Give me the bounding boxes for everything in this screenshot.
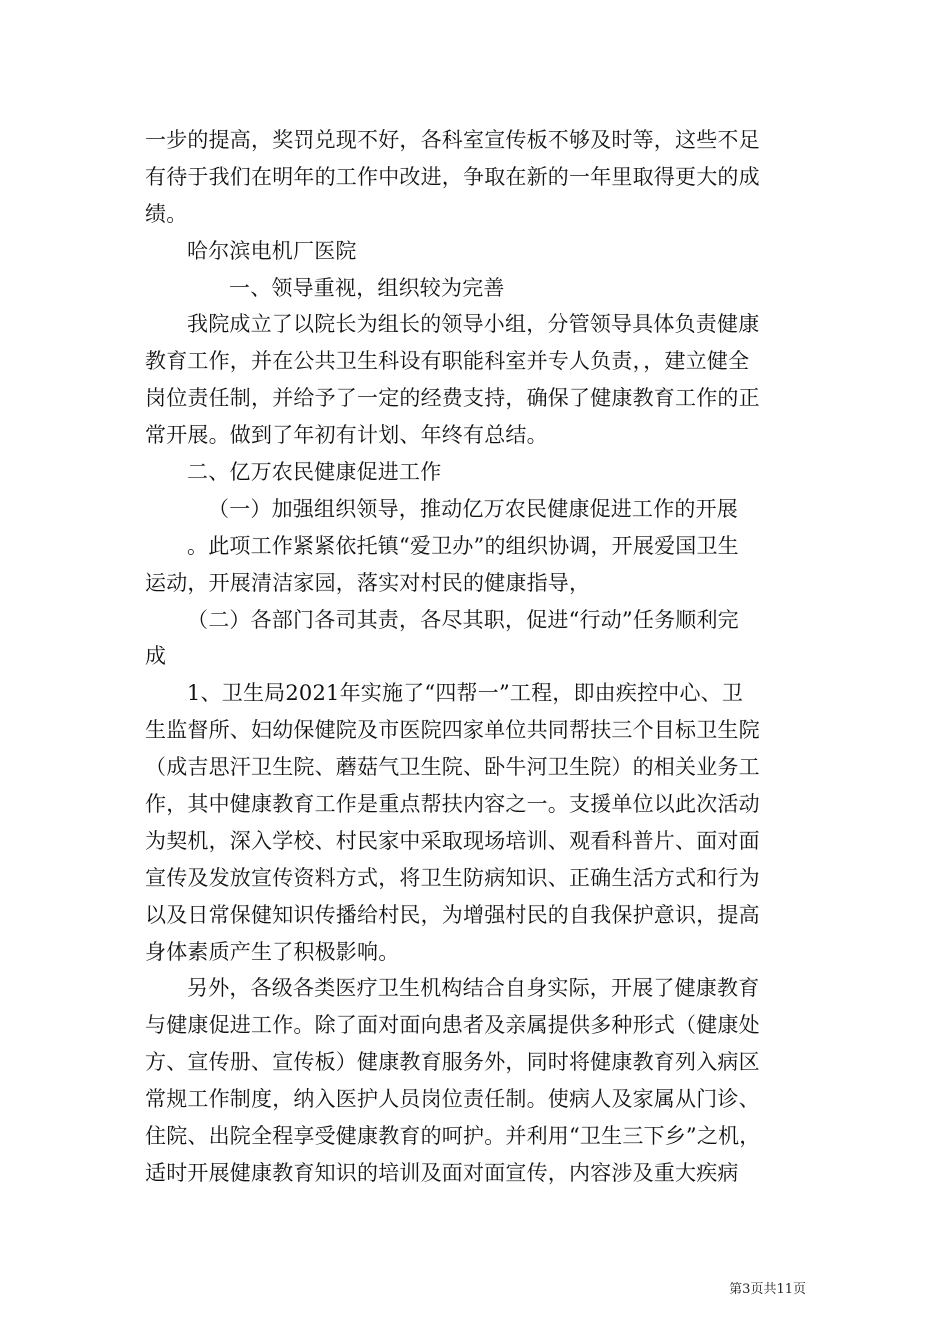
text-line: 有待于我们在明年的工作中改进，争取在新的一年里取得更大的成: [145, 164, 760, 189]
text-line: 以及日常保健知识传播给村民，为增强村民的自我保护意识，提高: [145, 902, 760, 927]
text-line: 住院、出院全程享受健康教育的呵护。并利用“卫生三下乡”之机，: [145, 1124, 761, 1149]
text-line: 一步的提高，奖罚兑现不好，各科室宣传板不够及时等，这些不足: [145, 128, 760, 152]
text-line: 教育工作，并在公共卫生科设有职能科室并专人负责，，建立健全: [145, 349, 750, 374]
text-line: 我院成立了以院长为组长的领导小组，分管领导具体负责健康: [187, 312, 760, 337]
subsection-heading-1: （一）加强组织领导，推动亿万农民健康促进工作的开展: [208, 496, 738, 521]
text-line: 方、宣传册、宣传板）健康教育服务外，同时将健康教育列入病区: [145, 1050, 760, 1075]
text-line: 常规工作制度，纳入医护人员岗位责任制。使病人及家属从门诊、: [145, 1087, 760, 1112]
text-line: 另外，各级各类医疗卫生机构结合自身实际，开展了健康教育: [187, 976, 760, 1001]
section-heading-1: 一、领导重视，组织较为完善: [229, 275, 505, 300]
text-line: 运动，开展清洁家园，落实对村民的健康指导，: [145, 570, 591, 595]
section-heading-2: 二、亿万农民健康促进工作: [187, 460, 442, 485]
text-line: 成: [145, 644, 167, 669]
text-line: 宣传及发放宣传资料方式，将卫生防病知识、正确生活方式和行为: [145, 865, 760, 890]
text-line: 为契机，深入学校、村民家中采取现场培训、观看科普片、面对面: [145, 828, 760, 853]
text-line: 适时开展健康教育知识的培训及面对面宣传，内容涉及重大疾病: [145, 1160, 739, 1185]
text-line: （成吉思汗卫生院、蘑菇气卫生院、卧牛河卫生院）的相关业务工: [145, 755, 760, 780]
text-line: 1、卫生局2021年实施了“四帮一”工程，即由疾控中心、卫: [187, 681, 744, 706]
text-line: 作，其中健康教育工作是重点帮扶内容之一。支援单位以此次活动: [145, 792, 760, 817]
text-line: 身体素质产生了积极影响。: [145, 939, 400, 964]
text-line: 。此项工作紧紧依托镇“爱卫办”的组织协调，开展爱国卫生: [187, 533, 739, 558]
text-line: 岗位责任制，并给予了一定的经费支持，确保了健康教育工作的正: [145, 386, 760, 411]
text-line: 绩。: [145, 201, 188, 226]
text-line: 常开展。做到了年初有计划、年终有总结。: [145, 423, 548, 448]
hospital-name-heading: 哈尔滨电机厂医院: [187, 238, 357, 263]
document-body: [145, 122, 810, 1192]
page-number: 第3页共11页: [729, 1282, 806, 1297]
subsection-heading-2: （二）各部门各司其责，各尽其职，促进“行动”任务顺利完: [187, 607, 739, 632]
text-line: 与健康促进工作。除了面对面向患者及亲属提供多种形式（健康处: [145, 1013, 760, 1038]
text-line: 生监督所、妇幼保健院及市医院四家单位共同帮扶三个目标卫生院: [145, 718, 760, 743]
